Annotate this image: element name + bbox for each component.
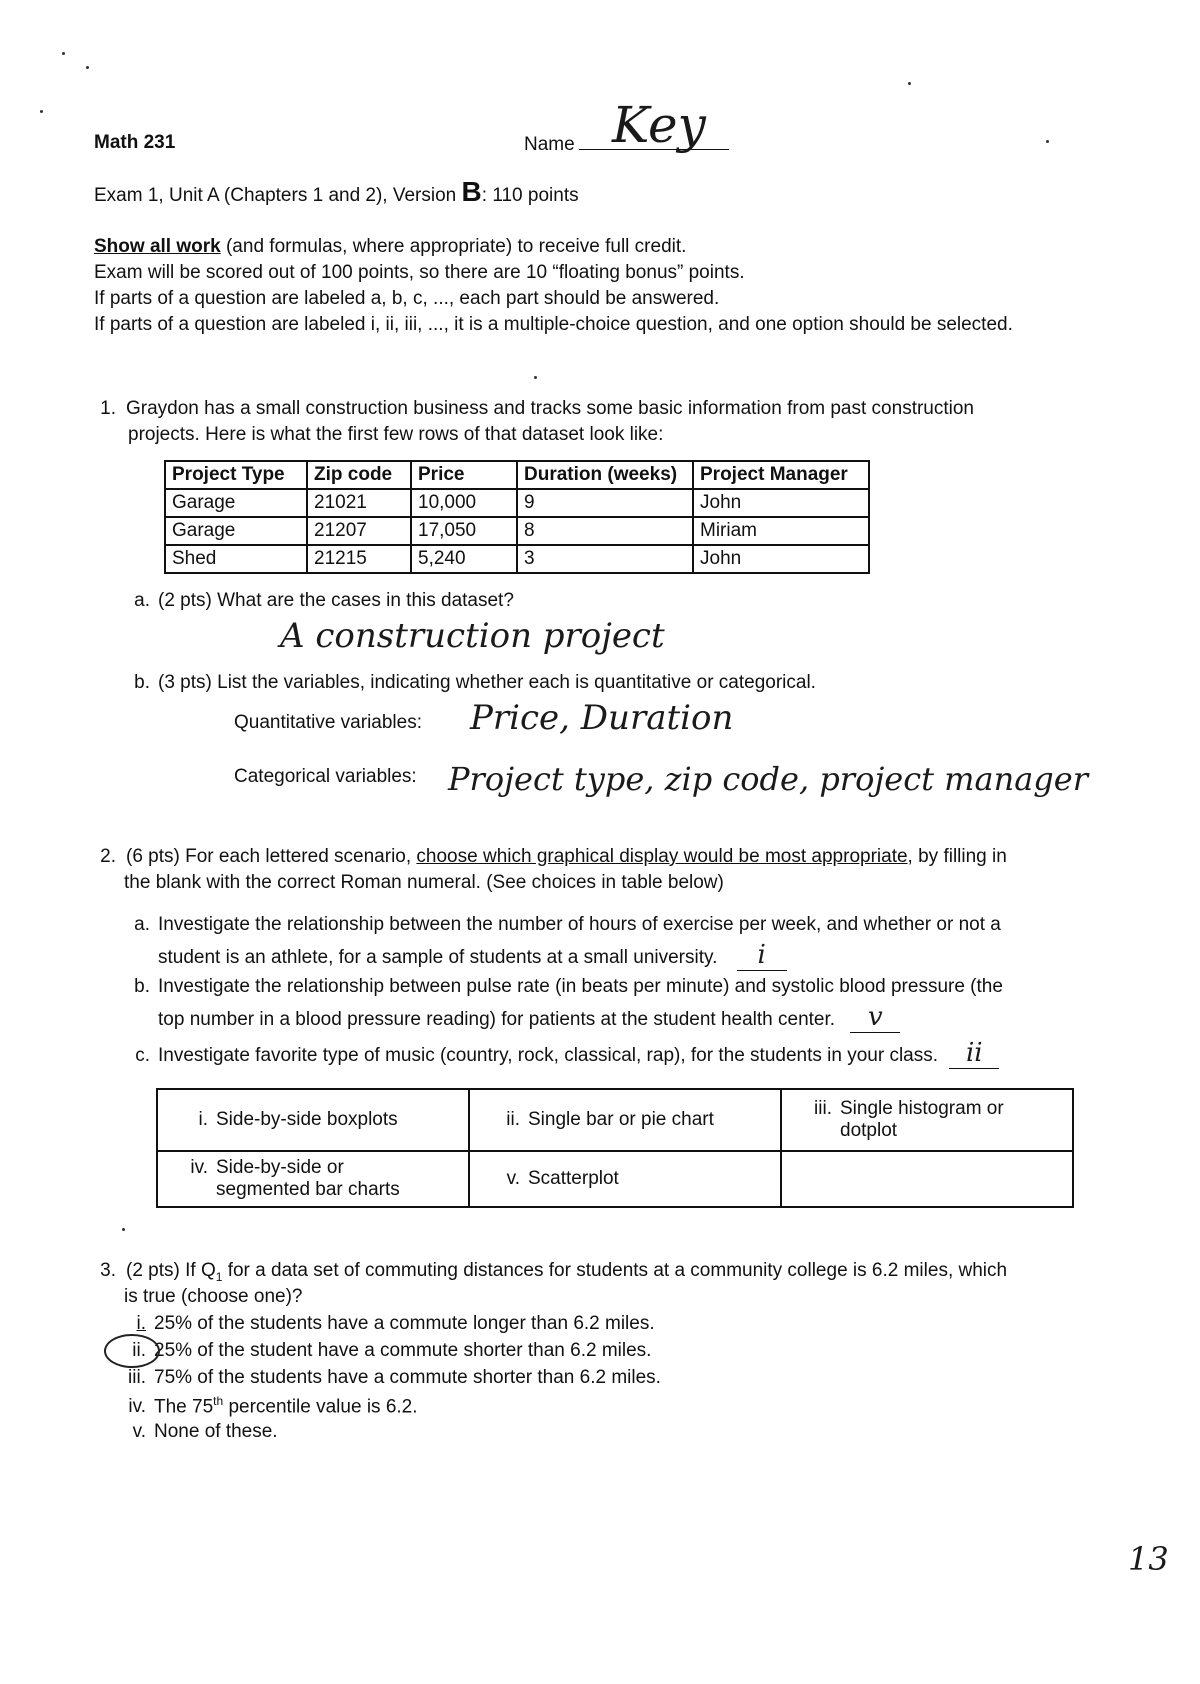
q2-rest: , by filling in (907, 846, 1007, 867)
q3-subscript: 1 (215, 1269, 223, 1284)
choice-cell-iii (781, 1089, 1073, 1151)
q3-option-sup: th (213, 1394, 224, 1408)
q2-text-line-1 (82, 846, 1007, 868)
table-header-cell: Duration (weeks) (517, 461, 693, 489)
q2a-line-2 (158, 940, 787, 971)
table-cell: 21215 (307, 545, 411, 573)
q2a-label: a. (134, 914, 150, 935)
table-header-cell: Zip code (307, 461, 411, 489)
q2a-text-1: Investigate the relationship between the number of hours of exercise per week, and whether or not a (158, 914, 1001, 935)
q1b-label: b. (134, 672, 150, 693)
exam-version: B (461, 176, 482, 207)
quantitative-label: Quantitative variables: (234, 712, 422, 733)
q2c-answer-blank: ii (949, 1038, 999, 1069)
q1-text-1: Graydon has a small construction business and tracks some basic information from past construction (126, 398, 974, 419)
quantitative-handwritten-answer: Price, Duration (470, 698, 734, 738)
q3-option-text-b: percentile value is 6.2. (223, 1396, 418, 1418)
exam-prefix: Exam 1, Unit A (Chapters 1 and 2), Version (94, 185, 462, 206)
choice-text: Scatterplot (528, 1168, 619, 1189)
q3-option-iv (116, 1394, 418, 1418)
choice-cell-iv (157, 1151, 469, 1207)
table-header-row (165, 461, 869, 489)
choice-cell-v (469, 1151, 781, 1207)
categorical-label: Categorical variables: (234, 766, 417, 787)
choice-numeral: iv. (190, 1157, 208, 1178)
q2a-answer-blank: i (737, 940, 787, 971)
choice-numeral: iii. (814, 1098, 832, 1119)
choice-numeral: ii. (506, 1109, 520, 1130)
table-cell: 21207 (307, 517, 411, 545)
table-header-cell: Project Manager (693, 461, 869, 489)
choice-text: Side-by-side boxplots (216, 1109, 398, 1130)
q3-option-ii (116, 1340, 651, 1362)
table-cell: 5,240 (411, 545, 517, 573)
q1a-handwritten-answer: A construction project (280, 616, 665, 656)
q1a-text: (2 pts) What are the cases in this dataset? (158, 590, 514, 611)
q1-number: 1. (100, 398, 116, 419)
q2-underlined: choose which graphical display would be most appropriate (416, 846, 908, 867)
q3-option-text-a: The 75 (154, 1396, 214, 1418)
q3-option-label: i. (136, 1313, 146, 1334)
q2c-label: c. (135, 1045, 150, 1066)
q2b-text-2: top number in a blood pressure reading) for patients at the student health center. (158, 1009, 836, 1030)
q3-option-i (116, 1313, 655, 1335)
q2-number: 2. (100, 846, 116, 867)
table-cell: 21021 (307, 489, 411, 517)
table-cell: Shed (165, 545, 307, 573)
choice-text-2: dotplot (840, 1120, 898, 1141)
q1b-text: (3 pts) List the variables, indicating whether each is quantitative or categorical. (158, 672, 816, 693)
table-cell: John (693, 489, 869, 517)
course-title: Math 231 (94, 132, 176, 153)
table-row (157, 1151, 1073, 1207)
q2b-line-1 (120, 976, 1003, 998)
q2a-line-1 (120, 914, 1001, 936)
categorical-handwritten-answer: Project type, zip code, project manager (448, 760, 1088, 798)
q3-option-iii (116, 1367, 661, 1389)
instruction-line-2: Exam will be scored out of 100 points, so there are 10 “floating bonus” points. (94, 262, 745, 283)
table-cell: Garage (165, 517, 307, 545)
instruction-line-4: If parts of a question are labeled i, ii, iii, ..., it is a multiple-choice question, and one option should be selected. (94, 314, 1013, 335)
instruction-line-1 (94, 236, 686, 258)
table-header-cell: Project Type (165, 461, 307, 489)
q1a-label: a. (134, 590, 150, 611)
graph-choices-table (156, 1088, 1074, 1208)
table-row (165, 545, 869, 573)
q3-option-text: 25% of the students have a commute longer than 6.2 miles. (154, 1313, 655, 1334)
exam-points: : 110 points (481, 185, 579, 206)
q1-text-line-1 (82, 398, 974, 420)
show-all-work: Show all work (94, 236, 221, 257)
q2c-text-1: Investigate favorite type of music (country, rock, classical, rap), for the students in your class. (158, 1045, 939, 1066)
q3-text-b: for a data set of commuting distances for students at a community college is 6.2 miles, which (222, 1260, 1008, 1281)
q3-option-label: v. (132, 1421, 146, 1442)
q3-number: 3. (100, 1260, 116, 1281)
q3-option-label: ii. (132, 1340, 146, 1361)
dataset-table (164, 460, 870, 574)
q1b-prompt (120, 672, 816, 694)
q3-option-text: 25% of the student have a commute shorter than 6.2 miles. (154, 1340, 652, 1361)
table-row (165, 489, 869, 517)
choice-text: Side-by-side or (216, 1157, 344, 1178)
choice-numeral: i. (198, 1109, 208, 1130)
instruction-1-rest: (and formulas, where appropriate) to receive full credit. (220, 236, 687, 257)
q2-text-line-2: the blank with the correct Roman numeral. (See choices in table below) (124, 872, 724, 893)
q2b-line-2 (158, 1002, 900, 1033)
table-cell: 10,000 (411, 489, 517, 517)
selected-answer-circle (104, 1334, 160, 1368)
exam-info (94, 176, 579, 208)
q3-option-label: iv. (128, 1396, 146, 1418)
q2b-answer-blank: v (850, 1002, 900, 1033)
table-cell: John (693, 545, 869, 573)
choice-cell-ii (469, 1089, 781, 1151)
table-row (157, 1089, 1073, 1151)
q3-option-text: None of these. (154, 1421, 278, 1442)
q3-option-label: iii. (128, 1367, 146, 1388)
choice-numeral: v. (506, 1168, 520, 1189)
q2b-text-1: Investigate the relationship between pulse rate (in beats per minute) and systolic blood pressure (the (158, 976, 1003, 997)
instruction-line-3: If parts of a question are labeled a, b, c, ..., each part should be answered. (94, 288, 720, 309)
q2c-line-1 (120, 1038, 999, 1069)
table-row (165, 517, 869, 545)
q2a-text-2: student is an athlete, for a sample of students at a small university. (158, 947, 718, 968)
name-handwritten: Key (612, 96, 706, 154)
table-cell: Miriam (693, 517, 869, 545)
table-cell: 9 (517, 489, 693, 517)
choice-text-2: segmented bar charts (216, 1179, 400, 1200)
q2-pts: (6 pts) For each lettered scenario, (126, 846, 417, 867)
table-cell: 17,050 (411, 517, 517, 545)
q3-option-text: 75% of the students have a commute shorter than 6.2 miles. (154, 1367, 661, 1388)
q3-text-line-1 (82, 1260, 1007, 1284)
q1a-prompt (120, 590, 514, 612)
table-cell: 3 (517, 545, 693, 573)
page-number: 13 (1128, 1540, 1169, 1578)
table-cell: Garage (165, 489, 307, 517)
q2b-label: b. (134, 976, 150, 997)
choice-text: Single histogram or (840, 1098, 1004, 1119)
choice-cell-i (157, 1089, 469, 1151)
q1-text-line-2: projects. Here is what the first few rows of that dataset look like: (128, 424, 664, 445)
q3-text-a: (2 pts) If Q (126, 1260, 216, 1281)
choice-text: Single bar or pie chart (528, 1109, 714, 1130)
choice-cell-empty (781, 1151, 1073, 1207)
q3-text-line-2: is true (choose one)? (124, 1286, 303, 1307)
table-header-cell: Price (411, 461, 517, 489)
table-cell: 8 (517, 517, 693, 545)
q3-option-v (116, 1421, 278, 1443)
name-label-text: Name (524, 134, 575, 155)
